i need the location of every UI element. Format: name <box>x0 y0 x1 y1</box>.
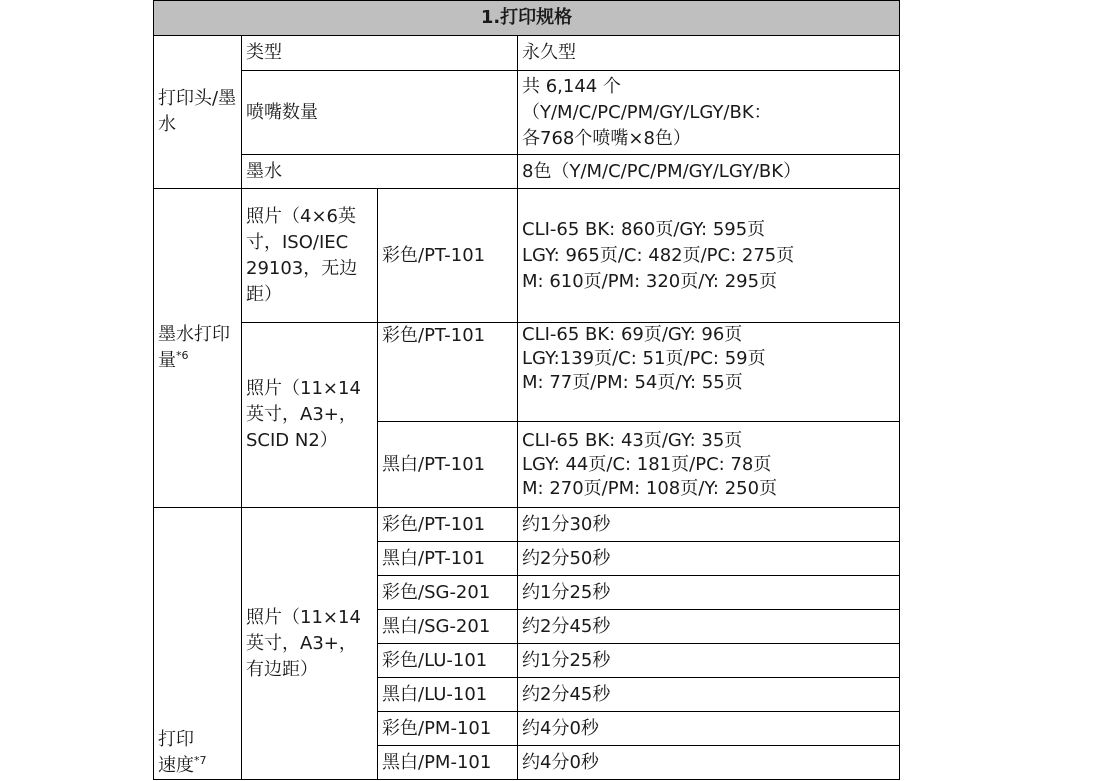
yield-value <box>518 323 900 422</box>
table-row <box>154 71 900 155</box>
type-value: 永久型 <box>518 36 900 71</box>
table-row <box>154 155 900 189</box>
yield-value <box>518 422 900 508</box>
photo-11x14-label: 照片（11×14英寸，A3+，SCID N2） <box>242 323 378 508</box>
speed-group-line: 打印 <box>158 729 194 750</box>
speed-time: 约4分0秒 <box>518 746 900 780</box>
mode-label: 黑白/PT-101 <box>378 422 518 508</box>
ink-label: 墨水 <box>242 155 518 189</box>
yield-value <box>518 189 900 323</box>
nozzle-line: （Y/M/C/PC/PM/GY/LGY/BK： <box>522 101 772 123</box>
speed-mode: 黑白/SG-201 <box>378 610 518 644</box>
mode-label: 彩色/PT-101 <box>378 323 518 422</box>
yield-line: CLI-65 BK: 860页/GY: 595页 <box>522 218 766 240</box>
speed-mode: 彩色/PM-101 <box>378 712 518 746</box>
nozzle-line: 各768个喷嘴×8色） <box>522 127 691 149</box>
speed-group-line: 速度 <box>158 755 194 776</box>
speed-mode: 彩色/SG-201 <box>378 576 518 610</box>
speed-time: 约2分45秒 <box>518 610 900 644</box>
speed-time: 约1分30秒 <box>518 508 900 542</box>
speed-mode: 黑白/PT-101 <box>378 542 518 576</box>
yield-line: M: 270页/PM: 108页/Y: 250页 <box>522 477 778 499</box>
yield-line: LGY: 965页/C: 482页/PC: 275页 <box>522 244 795 266</box>
speed-mode: 黑白/PM-101 <box>378 746 518 780</box>
table-row <box>154 508 900 542</box>
yield-line: LGY:139页/C: 51页/PC: 59页 <box>522 348 766 369</box>
speed-mode: 彩色/PT-101 <box>378 508 518 542</box>
yield-line: CLI-65 BK: 69页/GY: 96页 <box>522 324 743 345</box>
yield-line: M: 77页/PM: 54页/Y: 55页 <box>522 372 743 393</box>
speed-time: 约4分0秒 <box>518 712 900 746</box>
footnote-mark: *7 <box>194 754 207 767</box>
yield-line: LGY: 44页/C: 181页/PC: 78页 <box>522 453 772 475</box>
nozzle-line: 共 6,144 个 <box>522 75 621 97</box>
yield-line: M: 610页/PM: 320页/Y: 295页 <box>522 270 778 292</box>
table-row <box>154 189 900 323</box>
printhead-group-label: 打印头/墨水 <box>154 36 242 189</box>
footnote-mark: *6 <box>176 349 189 362</box>
speed-mode: 黑白/LU-101 <box>378 678 518 712</box>
yield-group-label <box>154 189 242 508</box>
speed-time: 约2分45秒 <box>518 678 900 712</box>
ink-value: 8色（Y/M/C/PC/PM/GY/LGY/BK） <box>518 155 900 189</box>
spec-table <box>153 0 900 780</box>
title-row <box>154 1 900 36</box>
speed-time: 约1分25秒 <box>518 644 900 678</box>
table-title: 1.打印规格 <box>154 1 900 36</box>
photo-4x6-label: 照片（4×6英寸，ISO/IEC 29103，无边距） <box>242 189 378 323</box>
table-row <box>154 323 900 422</box>
nozzle-label: 喷嘴数量 <box>242 71 518 155</box>
type-label: 类型 <box>242 36 518 71</box>
speed-time: 约1分25秒 <box>518 576 900 610</box>
speed-time: 约2分50秒 <box>518 542 900 576</box>
yield-group-text: 墨水打印量 <box>158 324 230 371</box>
table-row <box>154 36 900 71</box>
yield-line: CLI-65 BK: 43页/GY: 35页 <box>522 429 743 451</box>
nozzle-value <box>518 71 900 155</box>
mode-label: 彩色/PT-101 <box>378 189 518 323</box>
speed-mode: 彩色/LU-101 <box>378 644 518 678</box>
photo-11x14-bordered-label: 照片（11×14英寸，A3+，有边距） <box>242 508 378 780</box>
speed-group-label <box>154 508 242 780</box>
